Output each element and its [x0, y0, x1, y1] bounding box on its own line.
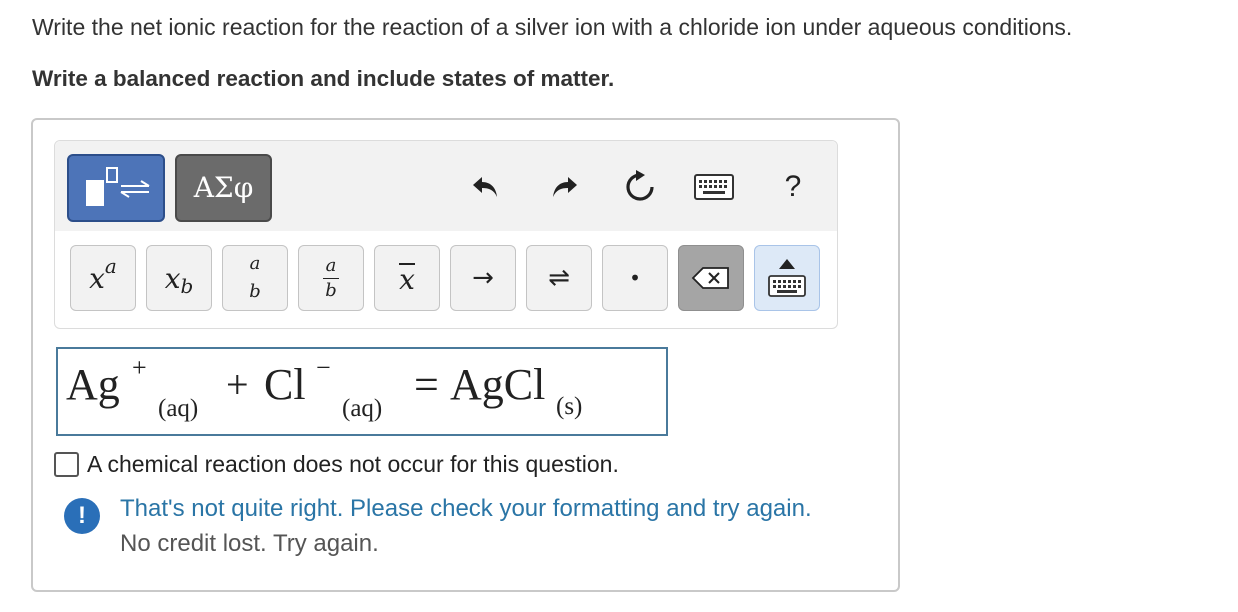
equals-sign: =: [414, 360, 439, 409]
product-state: (s): [556, 393, 583, 420]
keyboard-toggle-key[interactable]: [754, 245, 820, 311]
backspace-key[interactable]: [678, 245, 744, 311]
backspace-icon: [691, 266, 731, 290]
answer-input[interactable]: [56, 347, 668, 436]
template-arrows-icon: [69, 156, 163, 220]
fraction-key[interactable]: a b: [222, 245, 288, 311]
overline-key[interactable]: x: [374, 245, 440, 311]
plus-sign: +: [226, 362, 249, 407]
feedback-subtext: No credit lost. Try again.: [120, 530, 379, 557]
dot-key[interactable]: •: [602, 245, 668, 311]
fraction-bar-key[interactable]: a b: [298, 245, 364, 311]
greek-symbols-button[interactable]: ΑΣφ: [175, 154, 272, 222]
redo-icon[interactable]: [542, 167, 586, 207]
reaction-arrow-key[interactable]: →: [450, 245, 516, 311]
editor-toolbar: [55, 141, 837, 231]
no-reaction-option[interactable]: [54, 449, 619, 479]
cl-charge: −: [316, 353, 331, 382]
triangle-up-icon: [779, 259, 795, 269]
no-reaction-checkbox[interactable]: [54, 452, 79, 477]
chemistry-editor-panel: [54, 140, 838, 329]
alert-icon: !: [64, 498, 100, 534]
question-prompt: Write the net ionic reaction for the reaction of a silver ion with a chloride ion under aqueous conditions.: [32, 14, 1073, 40]
reset-icon[interactable]: [618, 167, 662, 207]
cl-symbol: Cl: [264, 360, 306, 409]
ag-charge: +: [132, 353, 147, 382]
feedback-message: That's not quite right. Please check your formatting and try again.: [120, 495, 812, 522]
ag-state: (aq): [158, 395, 199, 422]
cl-state: (aq): [342, 395, 383, 422]
subscript-key[interactable]: x b: [146, 245, 212, 311]
keyboard-icon[interactable]: [692, 167, 736, 207]
undo-icon[interactable]: [464, 167, 508, 207]
key-row: [55, 245, 837, 311]
equilibrium-arrow-key[interactable]: ⇌: [526, 245, 592, 311]
templates-mode-button[interactable]: [67, 154, 165, 222]
ag-symbol: Ag: [66, 360, 120, 409]
keyboard-icon: [768, 275, 806, 297]
superscript-key[interactable]: x a: [70, 245, 136, 311]
no-reaction-label: A chemical reaction does not occur for this question.: [87, 450, 619, 477]
question-instruction: Write a balanced reaction and include states of matter.: [32, 66, 615, 91]
fraction-line: [323, 278, 339, 279]
product-symbol: AgCl: [450, 360, 546, 409]
help-button[interactable]: ?: [784, 170, 802, 203]
